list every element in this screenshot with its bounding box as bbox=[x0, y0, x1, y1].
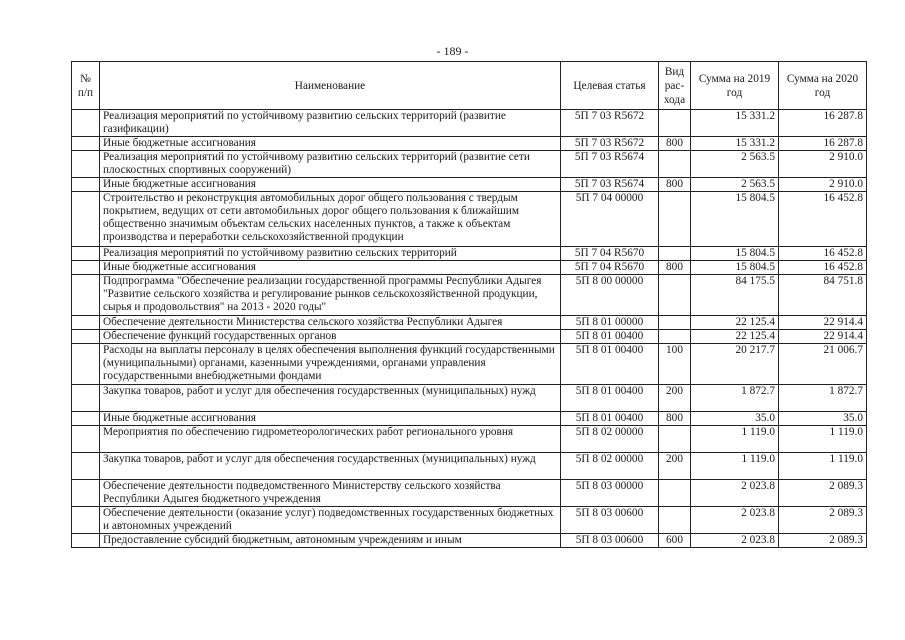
table-row bbox=[72, 426, 867, 453]
row-expense-type-cell bbox=[659, 110, 691, 137]
row-name-cell: Расходы на выплаты персоналу в целях обеспечения выполнения функций государственными (муниципальными) органами, казенными учреждениями, органами управления государственными внебюджетными фондами bbox=[100, 344, 561, 385]
row-sum-2020-cell: 35.0 bbox=[779, 412, 867, 426]
header-sum-2020: Сумма на 2020 год bbox=[779, 62, 867, 110]
table-row bbox=[72, 275, 867, 316]
row-target-article-cell: 5П 8 03 00600 bbox=[561, 534, 659, 548]
row-expense-type-cell bbox=[659, 275, 691, 316]
table-row bbox=[72, 534, 867, 548]
row-sum-2020-cell: 16 452.8 bbox=[779, 261, 867, 275]
row-name-cell: Строительство и реконструкция автомобильных дорог общего пользования с твердым покрытием, ведущих от сети автомобильных дорог общего пользования к ближайшим общественно значимым объектам сельских населенных пунктов, а также к объектам производства и переработки сельскохозяйственной продукции bbox=[100, 192, 561, 247]
row-number-cell bbox=[72, 192, 100, 247]
row-sum-2019-cell: 22 125.4 bbox=[691, 330, 779, 344]
row-sum-2019-cell: 2 023.8 bbox=[691, 534, 779, 548]
row-number-cell bbox=[72, 275, 100, 316]
row-sum-2019-cell: 84 175.5 bbox=[691, 275, 779, 316]
row-sum-2020-cell: 2 910.0 bbox=[779, 178, 867, 192]
row-sum-2019-cell: 1 119.0 bbox=[691, 426, 779, 453]
table-row bbox=[72, 192, 867, 247]
row-number-cell bbox=[72, 480, 100, 507]
row-target-article-cell: 5П 8 01 00400 bbox=[561, 412, 659, 426]
row-name-cell: Закупка товаров, работ и услуг для обеспечения государственных (муниципальных) нужд bbox=[100, 453, 561, 480]
table-row bbox=[72, 110, 867, 137]
row-expense-type-cell bbox=[659, 426, 691, 453]
page-number: - 189 - bbox=[436, 44, 469, 58]
row-sum-2020-cell: 2 089.3 bbox=[779, 480, 867, 507]
row-sum-2020-cell: 22 914.4 bbox=[779, 316, 867, 330]
row-sum-2019-cell: 35.0 bbox=[691, 412, 779, 426]
row-number-cell bbox=[72, 412, 100, 426]
row-expense-type-cell: 800 bbox=[659, 137, 691, 151]
row-number-cell bbox=[72, 247, 100, 261]
row-name-cell: Реализация мероприятий по устойчивому развитию сельских территорий bbox=[100, 247, 561, 261]
header-name: Наименование bbox=[100, 62, 561, 110]
row-expense-type-cell bbox=[659, 151, 691, 178]
row-name-cell: Реализация мероприятий по устойчивому развитию сельских территорий (развитие газификации) bbox=[100, 110, 561, 137]
row-expense-type-cell bbox=[659, 247, 691, 261]
row-name-cell: Обеспечение деятельности (оказание услуг) подведомственных государственных бюджетных и автономных учреждений bbox=[100, 507, 561, 534]
row-target-article-cell: 5П 7 03 R5672 bbox=[561, 110, 659, 137]
row-name-cell: Подпрограмма "Обеспечение реализации государственной программы Республики Адыгея "Развитие сельского хозяйства и регулирование рынков сельскохозяйственной продукции, сырья и продовольствия" на 2013 - 2020 годы" bbox=[100, 275, 561, 316]
row-expense-type-cell: 800 bbox=[659, 178, 691, 192]
row-sum-2019-cell: 2 023.8 bbox=[691, 480, 779, 507]
row-name-cell: Обеспечение деятельности подведомственного Министерству сельского хозяйства Республики Адыгея бюджетного учреждения bbox=[100, 480, 561, 507]
row-sum-2019-cell: 15 331.2 bbox=[691, 110, 779, 137]
row-expense-type-cell bbox=[659, 316, 691, 330]
row-number-cell bbox=[72, 426, 100, 453]
table-row bbox=[72, 330, 867, 344]
row-expense-type-cell: 800 bbox=[659, 261, 691, 275]
budget-table bbox=[71, 61, 867, 548]
row-target-article-cell: 5П 8 01 00400 bbox=[561, 385, 659, 412]
row-number-cell bbox=[72, 534, 100, 548]
row-name-cell: Иные бюджетные ассигнования bbox=[100, 178, 561, 192]
row-sum-2019-cell: 15 804.5 bbox=[691, 261, 779, 275]
row-number-cell bbox=[72, 151, 100, 178]
row-sum-2020-cell: 21 006.7 bbox=[779, 344, 867, 385]
row-sum-2019-cell: 2 563.5 bbox=[691, 151, 779, 178]
row-number-cell bbox=[72, 316, 100, 330]
row-target-article-cell: 5П 8 02 00000 bbox=[561, 453, 659, 480]
row-target-article-cell: 5П 7 04 R5670 bbox=[561, 261, 659, 275]
table-row bbox=[72, 247, 867, 261]
row-sum-2020-cell: 16 452.8 bbox=[779, 192, 867, 247]
row-target-article-cell: 5П 8 02 00000 bbox=[561, 426, 659, 453]
row-expense-type-cell bbox=[659, 480, 691, 507]
table-row bbox=[72, 178, 867, 192]
row-sum-2020-cell: 16 452.8 bbox=[779, 247, 867, 261]
row-sum-2020-cell: 16 287.8 bbox=[779, 110, 867, 137]
table-row bbox=[72, 480, 867, 507]
header-expense-type: Вид рас-хода bbox=[659, 62, 691, 110]
row-target-article-cell: 5П 7 03 R5672 bbox=[561, 137, 659, 151]
row-target-article-cell: 5П 8 01 00400 bbox=[561, 330, 659, 344]
row-sum-2019-cell: 15 804.5 bbox=[691, 247, 779, 261]
row-sum-2019-cell: 1 119.0 bbox=[691, 453, 779, 480]
row-sum-2020-cell: 1 872.7 bbox=[779, 385, 867, 412]
row-sum-2020-cell: 84 751.8 bbox=[779, 275, 867, 316]
row-sum-2019-cell: 2 563.5 bbox=[691, 178, 779, 192]
row-sum-2020-cell: 2 910.0 bbox=[779, 151, 867, 178]
row-expense-type-cell: 200 bbox=[659, 453, 691, 480]
table-row bbox=[72, 261, 867, 275]
header-no: № п/п bbox=[72, 62, 100, 110]
row-sum-2020-cell: 1 119.0 bbox=[779, 426, 867, 453]
table-header-row bbox=[72, 62, 867, 110]
row-sum-2019-cell: 1 872.7 bbox=[691, 385, 779, 412]
row-sum-2019-cell: 15 804.5 bbox=[691, 192, 779, 247]
row-expense-type-cell bbox=[659, 192, 691, 247]
row-sum-2019-cell: 15 331.2 bbox=[691, 137, 779, 151]
row-target-article-cell: 5П 8 00 00000 bbox=[561, 275, 659, 316]
row-name-cell: Предоставление субсидий бюджетным, автономным учреждениям и иным bbox=[100, 534, 561, 548]
row-sum-2020-cell: 22 914.4 bbox=[779, 330, 867, 344]
row-target-article-cell: 5П 8 03 00600 bbox=[561, 507, 659, 534]
header-sum-2019: Сумма на 2019 год bbox=[691, 62, 779, 110]
row-sum-2019-cell: 22 125.4 bbox=[691, 316, 779, 330]
row-number-cell bbox=[72, 385, 100, 412]
row-name-cell: Закупка товаров, работ и услуг для обеспечения государственных (муниципальных) нужд bbox=[100, 385, 561, 412]
row-target-article-cell: 5П 8 01 00400 bbox=[561, 344, 659, 385]
row-sum-2020-cell: 2 089.3 bbox=[779, 507, 867, 534]
table-row bbox=[72, 412, 867, 426]
row-name-cell: Обеспечение деятельности Министерства сельского хозяйства Республики Адыгея bbox=[100, 316, 561, 330]
row-number-cell bbox=[72, 178, 100, 192]
row-number-cell bbox=[72, 110, 100, 137]
row-number-cell bbox=[72, 507, 100, 534]
row-number-cell bbox=[72, 137, 100, 151]
table-row bbox=[72, 137, 867, 151]
row-sum-2020-cell: 16 287.8 bbox=[779, 137, 867, 151]
row-sum-2019-cell: 20 217.7 bbox=[691, 344, 779, 385]
row-expense-type-cell bbox=[659, 330, 691, 344]
row-number-cell bbox=[72, 344, 100, 385]
row-name-cell: Иные бюджетные ассигнования bbox=[100, 261, 561, 275]
table-row bbox=[72, 151, 867, 178]
row-sum-2019-cell: 2 023.8 bbox=[691, 507, 779, 534]
row-target-article-cell: 5П 7 04 R5670 bbox=[561, 247, 659, 261]
row-target-article-cell: 5П 7 03 R5674 bbox=[561, 178, 659, 192]
table-row bbox=[72, 344, 867, 385]
table-row bbox=[72, 453, 867, 480]
row-name-cell: Реализация мероприятий по устойчивому развитию сельских территорий (развитие сети плоскостных спортивных сооружений) bbox=[100, 151, 561, 178]
row-sum-2020-cell: 2 089.3 bbox=[779, 534, 867, 548]
row-target-article-cell: 5П 8 03 00000 bbox=[561, 480, 659, 507]
row-number-cell bbox=[72, 330, 100, 344]
row-name-cell: Обеспечение функций государственных органов bbox=[100, 330, 561, 344]
row-sum-2020-cell: 1 119.0 bbox=[779, 453, 867, 480]
table-row bbox=[72, 385, 867, 412]
row-target-article-cell: 5П 7 04 00000 bbox=[561, 192, 659, 247]
row-name-cell: Иные бюджетные ассигнования bbox=[100, 137, 561, 151]
table-row bbox=[72, 316, 867, 330]
row-target-article-cell: 5П 7 03 R5674 bbox=[561, 151, 659, 178]
row-expense-type-cell bbox=[659, 507, 691, 534]
row-name-cell: Мероприятия по обеспечению гидрометеорологических работ регионального уровня bbox=[100, 426, 561, 453]
row-name-cell: Иные бюджетные ассигнования bbox=[100, 412, 561, 426]
row-number-cell bbox=[72, 261, 100, 275]
row-number-cell bbox=[72, 453, 100, 480]
row-expense-type-cell: 600 bbox=[659, 534, 691, 548]
row-expense-type-cell: 100 bbox=[659, 344, 691, 385]
row-expense-type-cell: 800 bbox=[659, 412, 691, 426]
row-target-article-cell: 5П 8 01 00000 bbox=[561, 316, 659, 330]
row-expense-type-cell: 200 bbox=[659, 385, 691, 412]
header-target-article: Целевая статья bbox=[561, 62, 659, 110]
table-row bbox=[72, 507, 867, 534]
